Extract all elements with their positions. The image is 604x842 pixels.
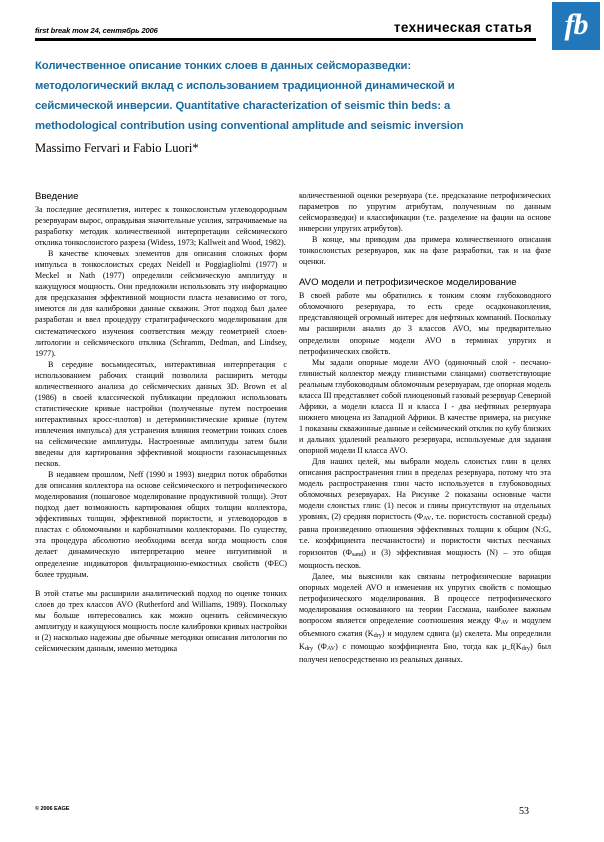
subscript: dry — [521, 645, 530, 653]
section-heading-introduction: Введение — [35, 191, 79, 202]
title-line: сейсмической инверсии. Quantitative characterization of seismic thin beds: a — [35, 100, 451, 112]
title-line: методологический вклад с использованием традиционной динамической и — [35, 80, 455, 92]
paragraph: В конце, мы приводим два примера количественного описания тонкослоистых резервуаров, как на фазе разработки, так и на фазе оценки. — [299, 235, 551, 267]
paragraph: Для наших целей, мы выбрали модель слоистых глин в целях описания распространения глин в пределах резервуара, потому что эта модель распространения глин часто используется в глубоководных обломочных резервуарах. На Рисунке 2 показаны основные части модели слоистых глин: (1) песок и глины присутствуют на отдельных уровнях, (2) средняя пористость (ФAV, т.е. пористость составной среды) равна произведению отношения эффективных толщин к общим (N:G, т.е. коэффициента песчанистости) и пористости чистых песчаных горизонтов (Фsand) и (3) эффективная мощность (N) – это общая мощность песков. — [299, 457, 552, 570]
paragraph: В этой статье мы расширили аналитический подход по оценке тонких слоев до трех классов AVO (Rutherford and Williams, 1989). Поскольку мы больше интересовались как можно оценить сейсмическую амплитуду и кажущуюся мощность после калибровки кривых настройки и (2) насколько надежны две обычные методики описания литологии по сейсмическим данным, именно методика — [35, 589, 287, 654]
logo-text: fb — [564, 8, 588, 41]
left-text-column — [35, 190, 287, 654]
section-kicker: техническая статья — [393, 20, 532, 35]
first-break-logo — [552, 2, 600, 50]
page-header — [0, 0, 604, 56]
subscript: AV — [326, 645, 336, 653]
subscript: AV — [500, 619, 509, 627]
paragraph: Мы задали опорные модели AVO (одиночный слой - песчано-глинистый коллектор между глинистыми сланцами) соответствующие реальным глубоководным обломочным резервуарам, где опорная модель класса III представляет собой плиоценовый газовый резервуар Северной Африки, а модели класса II и класса I - два нефтяных резервуара нижнего миоцена из Западной Африки. В качестве примера, на рисунке 1 показаны скважинные данные и сейсмический отклик по кубу близких и дальних удалений реального резервуара, используемые для задания опорной модели II класса AVO. — [299, 357, 551, 455]
title-line: Количественное описание тонких слоев в данных сейсморазведки: — [35, 60, 412, 72]
title-line: methodological contribution using conventional amplitude and seismic inversion — [35, 120, 464, 132]
subscript: AV — [423, 515, 432, 523]
paragraph: В недавнем прошлом, Neff (1990 и 1993) внедрил поток обработки для описания коллектора на основе сейсмического и петрофизического моделирования (пошаговое моделирование продуктивной толщи). Этот подход дает возможность картирования общих толщин коллектора, эффективных толщин, эффективной пористости, и углеводородов в пластах с обломочными и карбонатными коллекторами. По существу, эта процедура абсолютно необходима всегда когда мощность слоя делает динамическую интерпретацию менее интуитивной и определение индикаторов фильтрационно-емкостных свойств (ФЕС) более трудным. — [35, 470, 287, 579]
right-text-column — [299, 190, 551, 665]
paragraph: За последние десятилетия, интерес к тонкослоистым углеводородным резервуарам вырос, оправдывая значительные усилия, затрачиваемые на разработку методик количественной интерпретации сейсмического отклика тонкослоистого разреза (Widess, 1973; Kallweit and Wood, 1982). — [35, 205, 287, 248]
section-heading-avo-models: AVO модели и петрофизическое моделирование — [299, 277, 517, 289]
subscript: sand — [351, 550, 364, 558]
page-title — [35, 56, 537, 136]
paragraph: В качестве ключевых элементов для описания сложных форм импульса в тонкослоистых средах Neidell и Poggiagliolmi (1977) и Meckel и Nath (1977) определили сейсмическую амплитуду и кажущуюся мощность. Они предложили использовать эту информацию для предсказания эффективной мощности пласта независимо от того, имеются ли для калибровки данные скважин. Этот подход был далее разработан и ввел процедуру стратиграфического моделирования для систематического изучения соответствия между геометрией слоев-литологии и сейсмического отклика (Schramm, Dedman, and Lindsey, 1977). — [35, 249, 287, 358]
journal-reference: first break том 24, сентябрь 2006 — [35, 26, 158, 35]
page-number: 53 — [519, 806, 529, 817]
paragraph: В своей работе мы обратились к тонким слоям глубоководного обломочного резервуара, то есть среде осадконакопления, представляющей огромный интерес для нефтяных компаний. Поскольку мы расширили анализ до 3 классов AVO, мы предварительно определили опорные модели AVO в терминах упругих и петрофизических свойств. — [299, 291, 551, 356]
subscript: dry — [373, 632, 382, 640]
paragraph: количественной оценки резервуара (т.е. предсказание петрофизических параметров по упругим атрибутам, полученным по данным сейсморазведки) и классификации (т.е. разделение на фации на основе инверсии упругих атрибутов). — [299, 191, 551, 234]
paragraph: В середине восьмидесятых, интерактивная интерпретация с использованием рабочих станций позволила расширить методы количественного анализа до сейсмических данных 3D. Brown et al (1986) в своей классической публикации предложил использовать статистические кривые настройки (полученные путем построения интерактивных кросс-плотов) и детерминистические кривые (путем извлечения импульса) для устранения влияния геометрии тонких слоев на сейсмические амплитуды. Настроенные амплитуды затем были введены для картирования эффективной мощности газонасыщенных песков. — [35, 359, 287, 469]
paragraph: Далее, мы выяснили как связаны петрофизические вариации опорных моделей AVO и изменения их упругих свойств с помощью петрофизического моделирования. В процессе петрофизического моделирования основанного на теории Гассмана, наиболее важным вопросом является определение соотношения между ФAV и модулем объемного сжатия (Kdry) и модулем сдвига (μ) скелета. Мы определили Kdry (ФAV) с помощью коэффициента Био, тогда как μ_f(Kdry) был получен непосредственно из реальных данных. — [299, 571, 551, 665]
subscript: dry — [304, 645, 314, 653]
copyright-notice: © 2006 EAGE — [35, 806, 70, 812]
header-divider — [35, 38, 536, 41]
author-byline: Massimo Fervari и Fabio Luori* — [35, 141, 199, 155]
